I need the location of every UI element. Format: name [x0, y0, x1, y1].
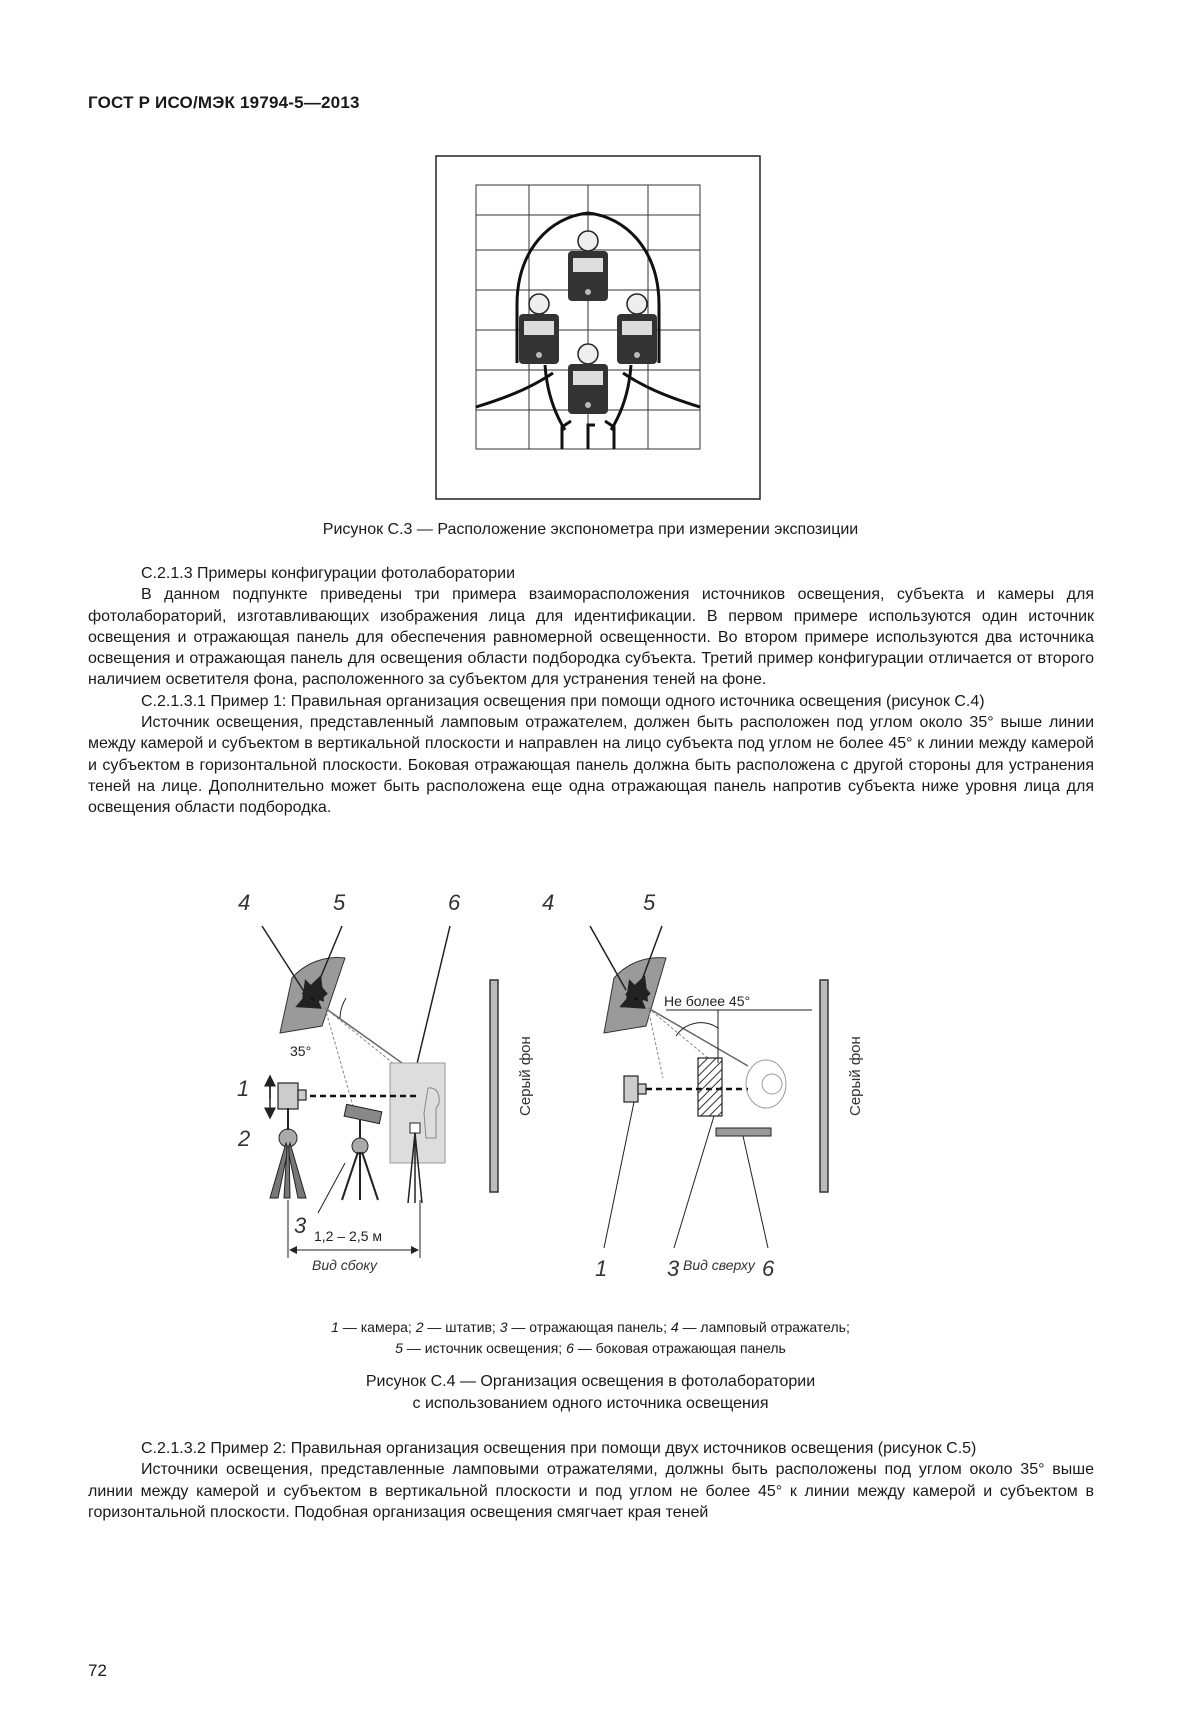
- page-number: 72: [88, 1661, 107, 1680]
- side-view-diagram: [262, 926, 498, 1258]
- example2-text: Источники освещения, представленные ламповыми отражателями, должны быть расположены под углом около 35° выше линии между камерой и субъектом в вертикальной плоскости и под углом не более 45° к линии между камерой и субъектом в горизонтальной плоскости. Подобная организация освещения смягчает края теней: [88, 1461, 1094, 1521]
- side-background-label: Серый фон: [517, 1036, 534, 1116]
- figure-c4-caption-line1: Рисунок С.4 — Организация освещения в фотолаборатории: [365, 1373, 816, 1390]
- side-label-4: 4: [238, 890, 251, 915]
- side-label-3: 3: [294, 1213, 307, 1238]
- section-text: [88, 563, 1094, 819]
- document-header: ГОСТ Р ИСО/МЭК 19794-5—2013: [88, 93, 360, 112]
- example1-title: С.2.1.3.1 Пример 1: Правильная организация освещения при помощи одного источника освещения (рисунок С.4): [141, 692, 985, 710]
- legend-line-1: 1 — камера; 2 — штатив; 3 — отражающая панель; 4 — ламповый отражатель;: [331, 1319, 850, 1335]
- top-view-label: Вид сверху: [683, 1257, 755, 1273]
- angle-45-label: Не более 45°: [664, 993, 751, 1009]
- example1-text: Источник освещения, представленный ламповым отражателем, должен быть расположен под углом около 35° выше линии между камерой и субъектом в вертикальной плоскости и направлен на лицо субъекта под углом не более 45° к линии между камерой и субъектом в горизонтальной плоскости. Боковая отражающая панель должна быть расположена с другой стороны для устранения теней на лице. Дополнительно может быть расположена еще одна отражающая панель напротив субъекта ниже уровня лица для освещения области подбородка.: [88, 714, 1094, 817]
- angle-35-label: 35°: [290, 1043, 312, 1059]
- side-label-5: 5: [333, 890, 346, 915]
- figure-c4-lighting-setup: [237, 890, 950, 1281]
- section2-text: [88, 1438, 1094, 1523]
- top-label-4: 4: [542, 890, 555, 915]
- top-label-3: 3: [667, 1256, 680, 1281]
- side-label-6: 6: [448, 890, 461, 915]
- figure-c4-legend: [0, 1317, 1181, 1359]
- section-paragraph: В данном подпункте приведены три примера взаиморасположения источников освещения, субъекта и камеры для фотолабораторий, изготавливающих изображения лица для идентификации. В первом примере используются один источник освещения и отражающая панель для обеспечения равномерной освещенности. Во втором примере используются два источника освещения и отражающая панель для освещения области подбородка субъекта. Третий пример конфигурации отличается от второго наличием осветителя фона, расположенного за субъектом для устранения теней на фоне.: [88, 586, 1094, 689]
- top-label-5: 5: [643, 890, 656, 915]
- figure-c3-caption: Рисунок С.3 — Расположение экспонометра при измерении экспозиции: [322, 521, 859, 538]
- side-label-1: 1: [237, 1076, 250, 1101]
- figure-c4-caption-line2: с использованием одного источника освещения: [412, 1395, 769, 1412]
- top-background-label: Серый фон: [847, 1036, 864, 1116]
- figure-c3-exposure-meter: [435, 155, 761, 500]
- side-view-label: Вид сбоку: [312, 1257, 378, 1273]
- section-title: С.2.1.3 Примеры конфигурации фотолаборатории: [141, 565, 516, 582]
- distance-label: 1,2 – 2,5 м: [314, 1228, 383, 1244]
- top-label-6: 6: [762, 1256, 775, 1281]
- example2-title: С.2.1.3.2 Пример 2: Правильная организация освещения при помощи двух источников освещения (рисунок С.5): [141, 1440, 977, 1457]
- legend-line-2: 5 — источник освещения; 6 — боковая отражающая панель: [395, 1340, 786, 1356]
- side-label-2: 2: [238, 1126, 251, 1151]
- top-label-1: 1: [595, 1256, 608, 1281]
- top-view-diagram: [590, 926, 828, 1248]
- figure-c4-caption: [0, 1371, 1181, 1415]
